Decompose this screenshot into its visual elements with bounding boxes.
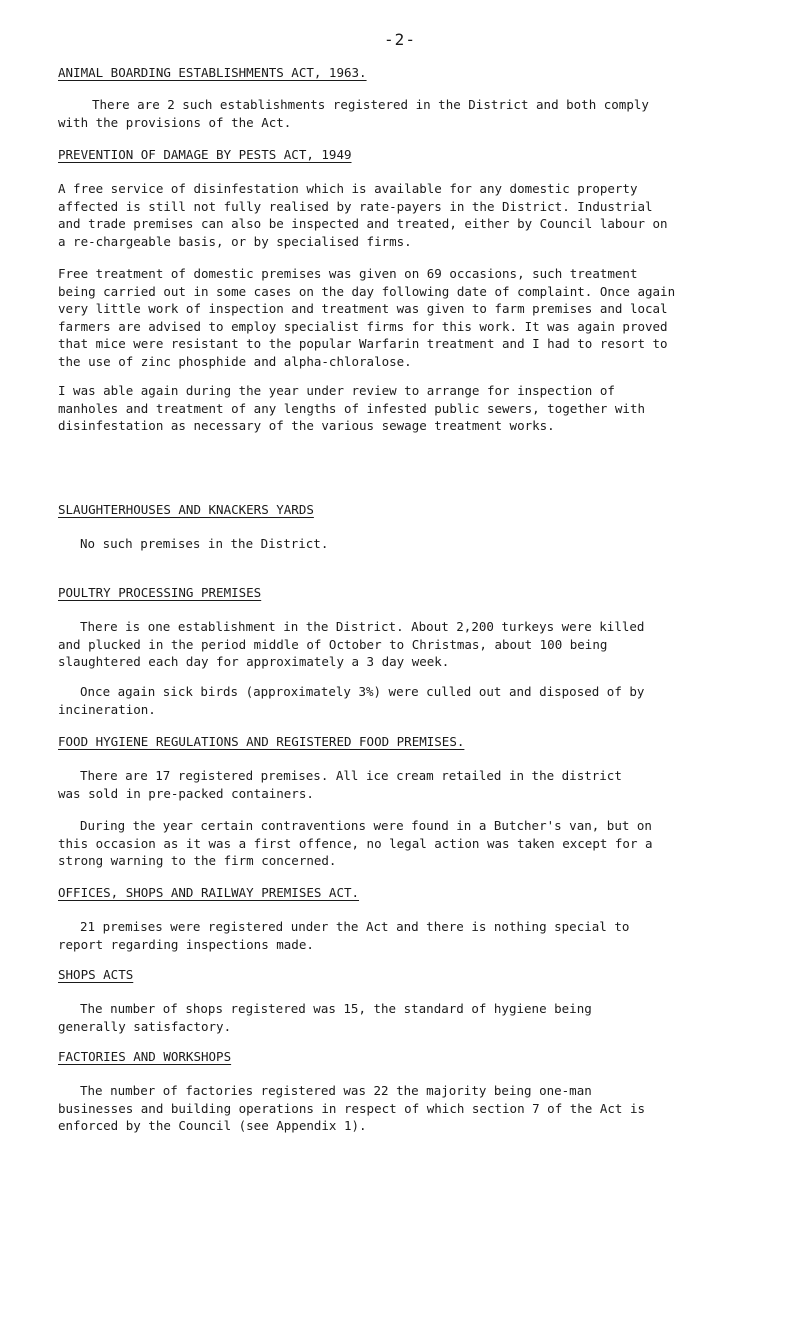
paragraph: 21 premises were registered under the Act and there is nothing special to report regarding inspections made. — [58, 919, 630, 952]
paragraph: There are 2 such establishments registered in the District and both comply with the provisions of the Act. — [58, 97, 649, 130]
section-heading: OFFICES, SHOPS AND RAILWAY PREMISES ACT. — [58, 885, 360, 900]
section-heading: SHOPS ACTS — [58, 967, 134, 982]
paragraph: A free service of disinfestation which is available for any domestic property affected is still not fully realised by rate-payers in the District. Industrial and trade premises can also be inspected and treated, either by Council labour on a re-chargeable basis, or by specialised firms. — [58, 181, 668, 249]
section-heading: FOOD HYGIENE REGULATIONS AND REGISTERED FOOD PREMISES. — [58, 734, 465, 749]
paragraph: The number of factories registered was 22 the majority being one-man businesses and building operations in respect of which section 7 of the Act is enforced by the Council (see Appendix 1). — [58, 1083, 645, 1133]
paragraph: No such premises in the District. — [80, 536, 329, 551]
section-poultry-processing — [58, 584, 261, 601]
section-offices-shops-railway — [58, 884, 359, 901]
section-heading: FACTORIES AND WORKSHOPS — [58, 1049, 232, 1064]
section-heading: POULTRY PROCESSING PREMISES — [58, 585, 262, 600]
section-shops-acts — [58, 966, 133, 983]
paragraph: I was able again during the year under review to arrange for inspection of manholes and treatment of any lengths of infested public sewers, together with disinfestation as necessary of the various sewage treatment works. — [58, 383, 645, 433]
section-heading: ANIMAL BOARDING ESTABLISHMENTS ACT, 1963. — [58, 65, 367, 80]
paragraph: Once again sick birds (approximately 3%) were culled out and disposed of by incineration. — [58, 684, 645, 717]
section-slaughterhouses — [58, 501, 314, 518]
paragraph: During the year certain contraventions were found in a Butcher's van, but on this occasion as it was a first offence, no legal action was taken except for a strong warning to the firm concerned. — [58, 818, 653, 868]
section-food-hygiene — [58, 733, 464, 750]
section-heading: PREVENTION OF DAMAGE BY PESTS ACT, 1949 — [58, 147, 352, 162]
section-prevention-of-damage — [58, 146, 352, 163]
paragraph: There is one establishment in the District. About 2,200 turkeys were killed and plucked in the period middle of October to Christmas, about 100 being slaughtered each day for approximately a 3 day week. — [58, 619, 645, 669]
paragraph: There are 17 registered premises. All ice cream retailed in the district was sold in pre-packed containers. — [58, 768, 622, 801]
section-heading: SLAUGHTERHOUSES AND KNACKERS YARDS — [58, 502, 314, 517]
section-animal-boarding — [58, 64, 367, 81]
section-factories-workshops — [58, 1048, 231, 1065]
paragraph: The number of shops registered was 15, the standard of hygiene being generally satisfactory. — [58, 1001, 592, 1034]
page-number: -2- — [384, 30, 416, 49]
paragraph: Free treatment of domestic premises was given on 69 occasions, such treatment being carried out in some cases on the day following date of complaint. Once again very little work of inspection and treatment was given to farm premises and local farmers are advised to employ specialist firms for this work. It was again proved that mice were resistant to the popular Warfarin treatment and I had to resort to the use of zinc phosphide and alpha-chloralose. — [58, 266, 676, 369]
